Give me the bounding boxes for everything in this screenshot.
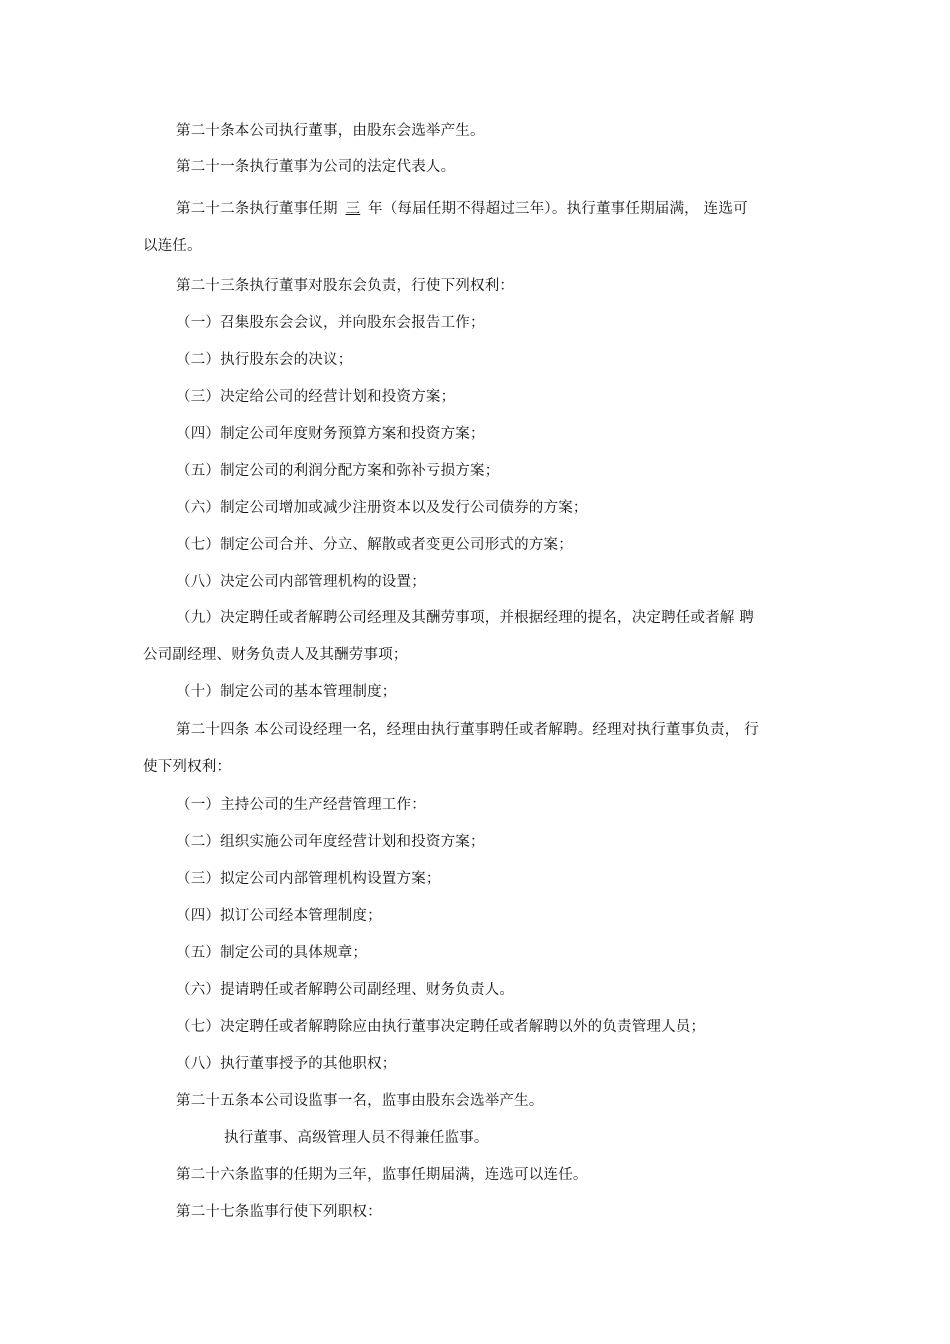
article-25: 第二十五条本公司设监事一名，监事由股东会选举产生。 — [176, 1093, 544, 1109]
article-24-continued: 使下列权利： — [143, 759, 232, 775]
article-23-item-1: （一）召集股东会会议，并向股东会报告工作； — [176, 315, 485, 331]
article-23-item-4: （四）制定公司年度财务预算方案和投资方案； — [176, 426, 485, 442]
article-23-item-5: （五）制定公司的利润分配方案和弥补亏损方案； — [176, 463, 500, 479]
article-23-item-9-continued: 公司副经理、财务负责人及其酬劳事项； — [143, 647, 408, 663]
article-24: 第二十四条 本公司设经理一名，经理由执行董事聘任或者解聘。经理对执行董事负责， 行 — [176, 722, 759, 738]
article-24-item-5: （五）制定公司的具体规章； — [176, 945, 368, 961]
article-25-continued: 执行董事、高级管理人员不得兼任监事。 — [224, 1130, 489, 1146]
article-23-item-7: （七）制定公司合并、分立、解散或者变更公司形式的方案； — [176, 537, 573, 553]
article-23-item-6: （六）制定公司增加或减少注册资本以及发行公司债券的方案； — [176, 500, 588, 516]
article-27: 第二十七条监事行使下列职权： — [176, 1204, 382, 1220]
article-26: 第二十六条监事的任期为三年，监事任期届满，连选可以连任。 — [176, 1167, 588, 1183]
article-24-item-6: （六）提请聘任或者解聘公司副经理、财务负责人。 — [176, 982, 515, 998]
article-24-item-4: （四）拟订公司经本管理制度； — [176, 908, 382, 924]
article-24-item-8: （八）执行董事授予的其他职权； — [176, 1056, 397, 1072]
article-21: 第二十一条执行董事为公司的法定代表人。 — [176, 159, 456, 175]
article-23-item-3: （三）决定给公司的经营计划和投资方案； — [176, 389, 456, 405]
article-22-continued: 以连任。 — [143, 238, 202, 254]
article-22-post: 年（每届任期不得超过三年）。执行董事任期届满， 连选可 — [363, 201, 748, 217]
article-22-pre: 第二十二条执行董事任期 — [176, 201, 343, 217]
article-24-item-7: （七）决定聘任或者解聘除应由执行董事决定聘任或者解聘以外的负责管理人员； — [176, 1019, 706, 1035]
article-24-item-2: （二）组织实施公司年度经营计划和投资方案； — [176, 834, 485, 850]
article-23-item-10: （十）制定公司的基本管理制度； — [176, 684, 397, 700]
term-years-underlined: 三 — [345, 201, 361, 217]
article-23-item-9: （九）决定聘任或者解聘公司经理及其酬劳事项，并根据经理的提名，决定聘任或者解 聘 — [176, 610, 755, 626]
article-23-item-2: （二）执行股东会的决议； — [176, 352, 353, 368]
article-24-item-3: （三）拟定公司内部管理机构设置方案； — [176, 871, 441, 887]
article-20: 第二十条本公司执行董事，由股东会选举产生。 — [176, 123, 485, 139]
article-24-item-1: （一）主持公司的生产经营管理工作： — [176, 797, 426, 813]
article-22 — [176, 199, 748, 219]
article-23-item-8: （八）决定公司内部管理机构的设置； — [176, 574, 426, 590]
article-23: 第二十三条执行董事对股东会负责，行使下列权利： — [176, 278, 515, 294]
